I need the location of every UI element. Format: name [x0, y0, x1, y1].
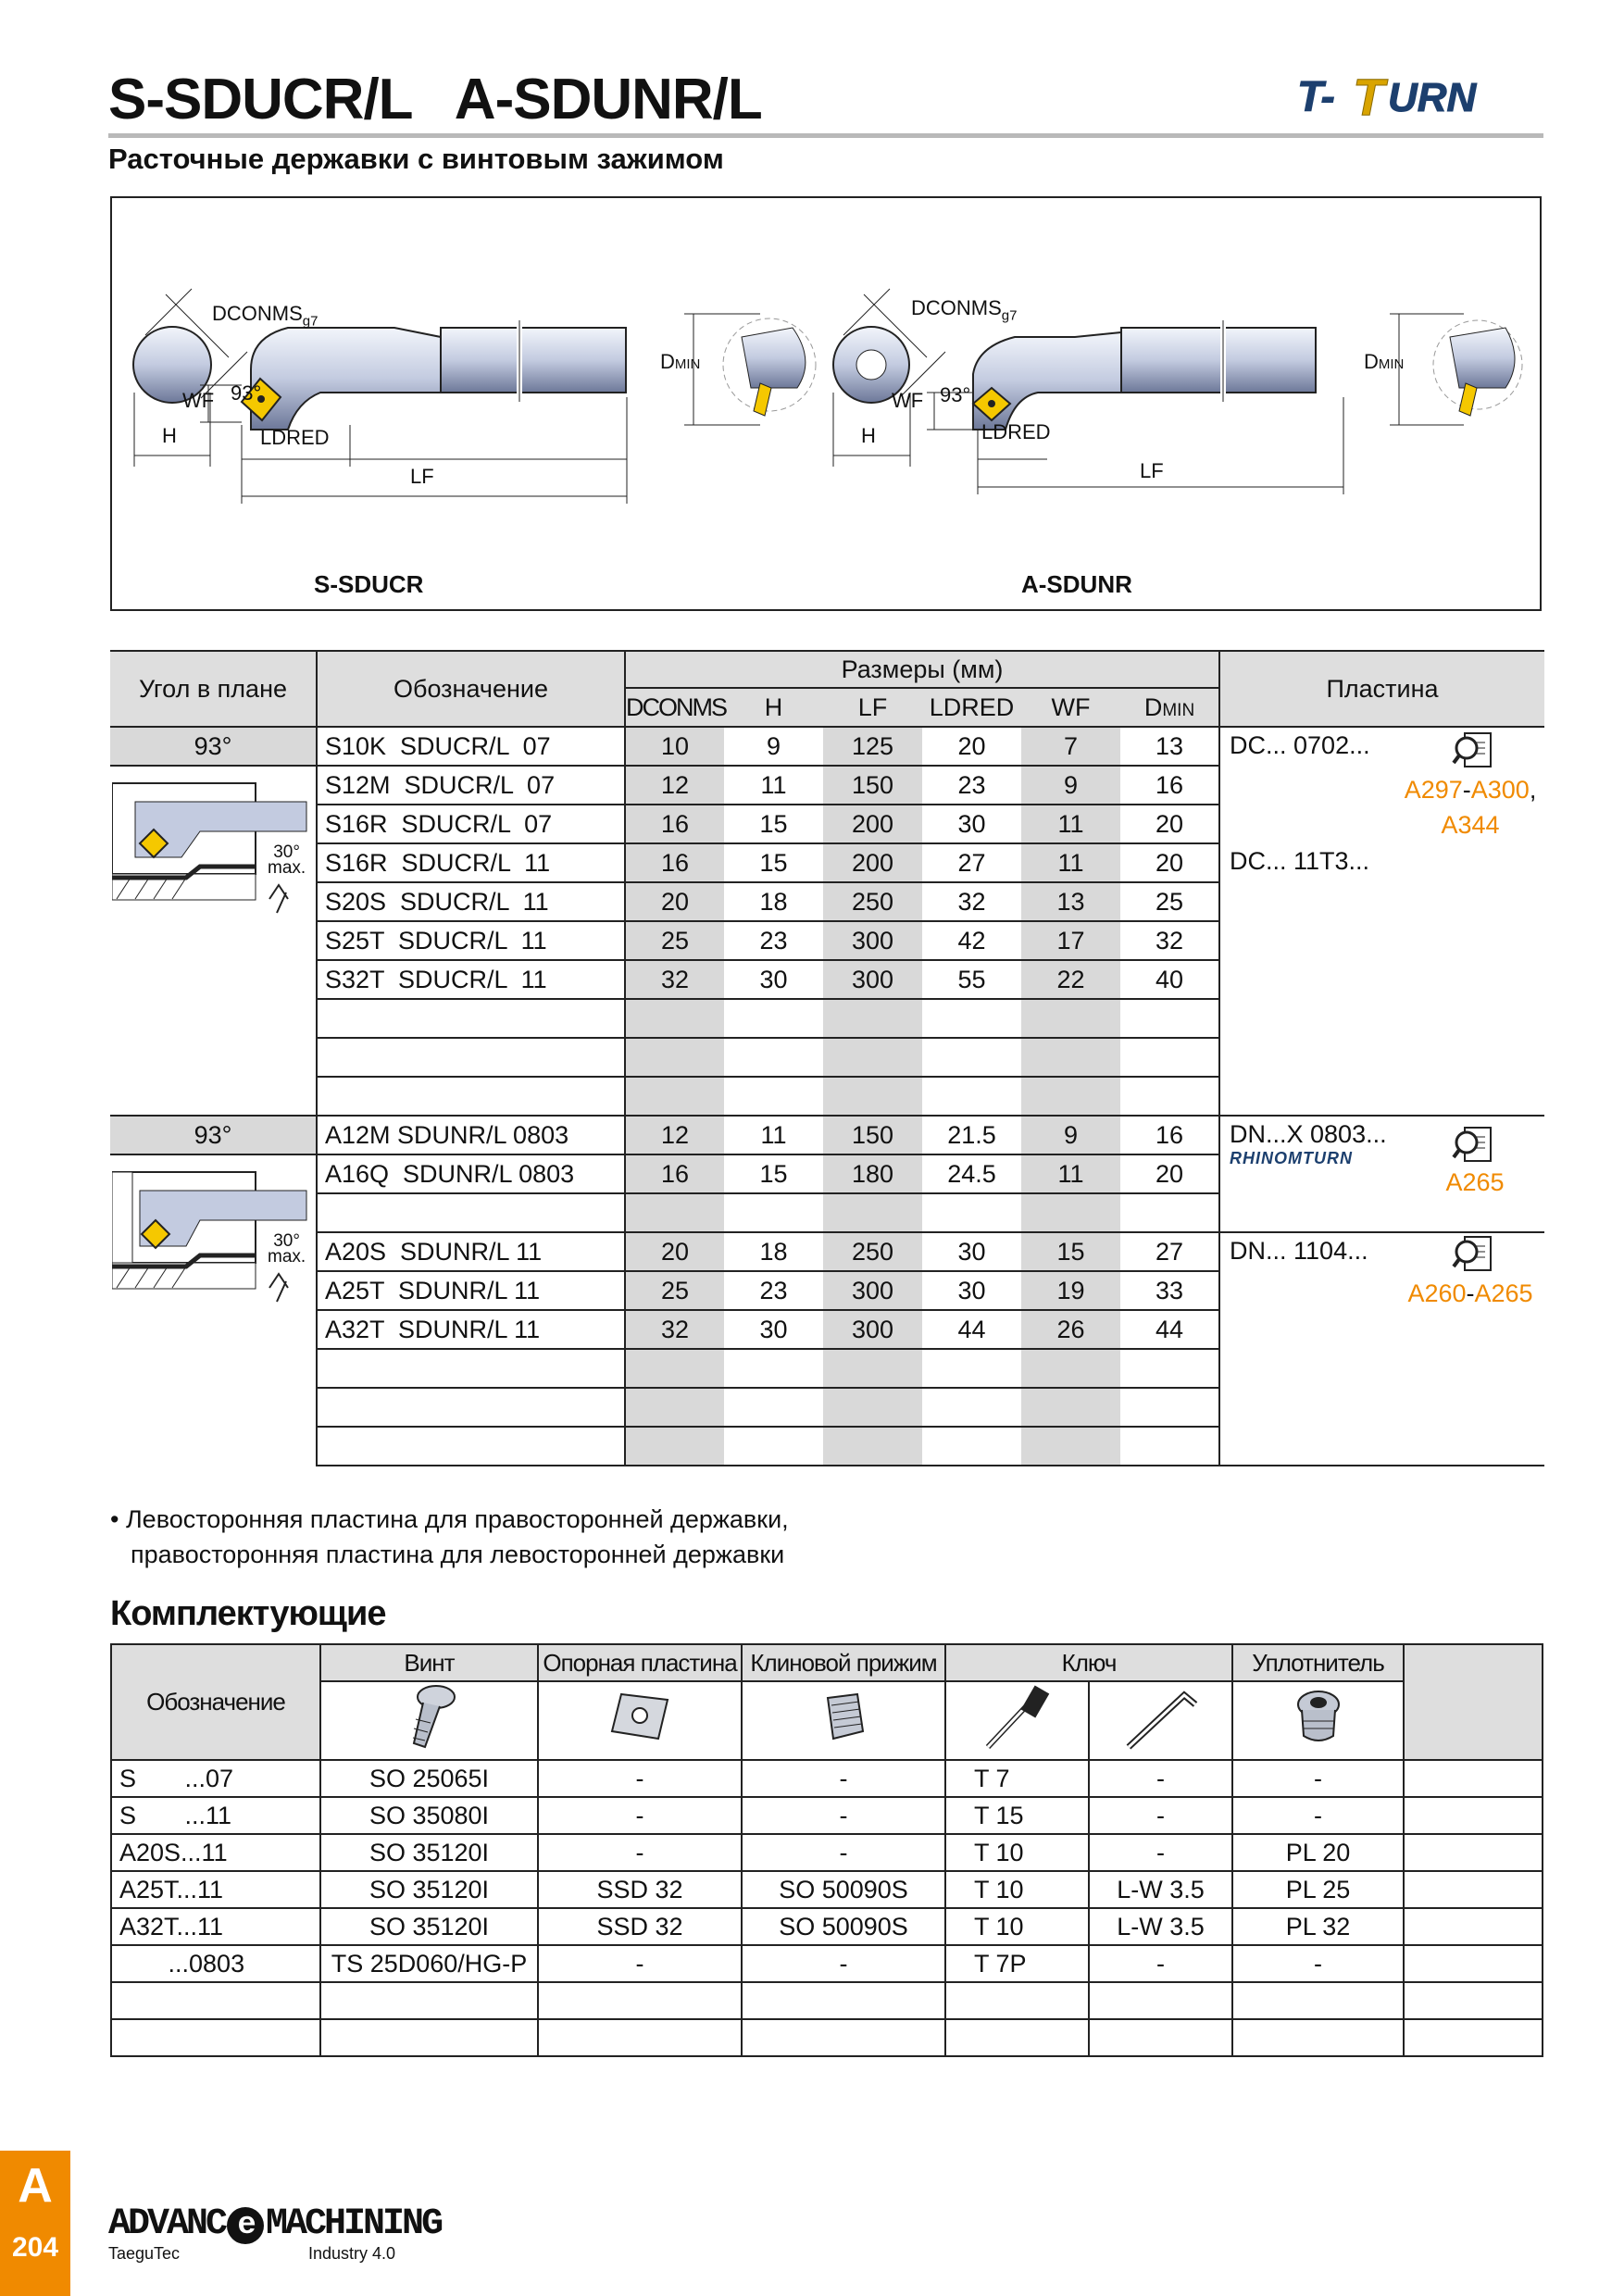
col-dmin: DMIN	[1120, 688, 1219, 727]
table-row: S ...11 SO 35080I - - T 15 - -	[111, 1797, 1543, 1834]
table-row: A20S...11 SO 35120I - - T 10 - PL 20	[111, 1834, 1543, 1871]
empty-row	[111, 1982, 1543, 2019]
catalog-reference: A297-A300, A344	[1404, 776, 1537, 839]
acc-col-key: Ключ	[945, 1644, 1232, 1681]
catalog-lookup-icon	[1452, 730, 1496, 772]
group1-geometry-image	[110, 766, 317, 1116]
tool-schematic-drawing	[112, 198, 1540, 609]
catalog-lookup-icon	[1452, 1124, 1496, 1167]
insert-cell-dn1104: DN... 1104... A260-A265	[1219, 1232, 1544, 1466]
table-row-designation: A16Q SDUNR/L 0803	[317, 1154, 625, 1193]
wf-label: WF	[182, 389, 215, 412]
table-row-designation: A32T SDUNR/L 11	[317, 1310, 625, 1349]
header-divider	[108, 133, 1543, 138]
holder-dimensions-table: Угол в плане Обозначение Размеры (мм) Пластина DCONMS H LF LDRED WF DMIN 93° S10K SDUCR/L 07 10 9 125 20 7 13 DC... 0702... A297-A300, A344 30° max. S12M SDUCR/L 07 12 11 150 23 9 16 S16R SDUCR/L 07 16 15 200 30 11 20 S16R SDUCR/L 11 16 15 200 27 11 20 DC... 11T3... S20S SDUCR/L 11 20 18 250 32 13 25 S25T SDUCR/L 11 25 23 300 42 17 32 S32T SDUCR/L 11 32 30 300 55 22 40 93° A12M SDUNR/L 0803 12 11 150 21.5 9 16 DN...X 0803... RHINOMTURN A265 30° max. A16Q SDUNR/L 0803 16 15 180 24.5 11 20 A20S SDUNR/L 11 20 18 250 30 15 27 DN... 1104... A260-A265 A25T SDUNR/L 11 25 23 300 30 19 33 A32T SDUNR/L 11 32 30 300 44 26 44	[110, 650, 1544, 1466]
dconms-label-right: $DCONMS_{g7}$	[911, 296, 1018, 324]
l-wrench-icon	[1089, 1681, 1232, 1760]
seal-plug-icon	[1232, 1681, 1404, 1760]
svg-text:T: T	[1353, 68, 1385, 124]
table-row: ...0803 TS 25D060/HG-P - - T 7P - -	[111, 1945, 1543, 1982]
dmin-label-right: DMIN	[1364, 350, 1405, 373]
acc-col-wedge: Клиновой прижим	[742, 1644, 945, 1681]
group2-angle: 93°	[110, 1116, 317, 1154]
section-letter: A	[18, 2159, 53, 2213]
advance-machining-logo: ADVANC e MACHINING TaeguTec Industry 4.0	[108, 2203, 442, 2263]
col-lf: LF	[823, 688, 922, 727]
s-sducr-label: S-SDUCR	[314, 570, 424, 598]
col-angle-header: Угол в плане	[110, 651, 317, 727]
catalog-reference: A265	[1445, 1168, 1505, 1196]
acc-col-screw: Винт	[320, 1644, 538, 1681]
accessories-title: Комплектующие	[110, 1594, 386, 1633]
table-row-designation: A12M SDUNR/L 0803	[317, 1116, 625, 1154]
table-row: S ...07 SO 25065I - - T 7 - -	[111, 1760, 1543, 1797]
acc-col-designation: Обозначение	[111, 1644, 320, 1760]
acc-col-seal: Уплотнитель	[1232, 1644, 1404, 1681]
col-sizes-header: Размеры (мм)	[625, 651, 1219, 688]
hand-orientation-note: • Левосторонняя пластина для правосторонней державки, правосторонняя пластина для левосторонней державки	[110, 1505, 789, 1568]
rhino-m-turn-logo: RHINOMTURN	[1230, 1149, 1354, 1167]
table-row-designation: S16R SDUCR/L 07	[317, 805, 625, 843]
screw-icon	[320, 1681, 538, 1760]
group2-geometry-image	[110, 1154, 317, 1466]
h-label: H	[162, 424, 177, 447]
tool-diagram-panel	[110, 196, 1542, 611]
insert-cell-dn0803: DN...X 0803... RHINOMTURN A265	[1219, 1116, 1544, 1232]
angle-label: 93°	[231, 381, 262, 405]
a-sdunr-label: A-SDUNR	[1021, 570, 1132, 598]
table-row: A32T...11 SO 35120I SSD 32 SO 50090S T 10 L-W 3.5 PL 32	[111, 1908, 1543, 1945]
dmin-label: DMIN	[660, 350, 701, 373]
angle-label-right: 93°	[940, 383, 971, 406]
catalog-lookup-icon	[1452, 1233, 1496, 1276]
h-label-right: H	[861, 424, 876, 447]
clearance-angle: 30° max.	[268, 842, 306, 878]
page-title: S-SDUCR/L A-SDUNR/L	[108, 68, 762, 131]
svg-text:URN: URN	[1388, 75, 1477, 120]
table-row-designation: S16R SDUCR/L 11	[317, 843, 625, 882]
col-dconms: DCONMS	[625, 688, 724, 727]
table-row-designation: A25T SDUNR/L 11	[317, 1271, 625, 1310]
col-h: H	[724, 688, 823, 727]
ldred-label-right: LDRED	[981, 420, 1051, 443]
table-row: A25T...11 SO 35120I SSD 32 SO 50090S T 10 L-W 3.5 PL 25	[111, 1871, 1543, 1908]
t-turn-logo	[1292, 67, 1546, 124]
clearance-angle: 30° max.	[268, 1231, 306, 1267]
acc-col-shim: Опорная пластина	[538, 1644, 742, 1681]
table-row-designation: S32T SDUCR/L 11	[317, 960, 625, 999]
table-row-designation: S25T SDUCR/L 11	[317, 921, 625, 960]
shim-icon	[538, 1681, 742, 1760]
page-number: 204	[11, 2232, 59, 2263]
ldred-label: LDRED	[260, 426, 330, 449]
table-row-designation: S20S SDUCR/L 11	[317, 882, 625, 921]
empty-row	[111, 2019, 1543, 2056]
lf-label: LF	[410, 465, 434, 488]
section-tab	[0, 2151, 70, 2296]
wf-label-right: WF	[892, 389, 924, 412]
dconms-label: $DCONMS_{g7}$	[212, 302, 319, 330]
col-insert-header: Пластина	[1219, 651, 1544, 727]
table-row-designation: A20S SDUNR/L 11	[317, 1232, 625, 1271]
table-row-designation: S12M SDUCR/L 07	[317, 766, 625, 805]
svg-text:T-: T-	[1297, 72, 1335, 120]
wedge-clamp-icon	[742, 1681, 945, 1760]
col-ldred: LDRED	[922, 688, 1021, 727]
group1-angle: 93°	[110, 727, 317, 766]
col-wf: WF	[1021, 688, 1120, 727]
insert-cell-dc0702: DC... 0702... A297-A300, A344	[1219, 727, 1544, 843]
insert-cell-dc11t3: DC... 11T3...	[1219, 843, 1544, 1116]
col-designation-header: Обозначение	[317, 651, 625, 727]
catalog-reference: A260-A265	[1407, 1279, 1533, 1307]
accessories-table	[110, 1643, 1543, 2057]
torx-key-icon	[945, 1681, 1089, 1760]
lf-label-right: LF	[1140, 459, 1164, 482]
table-row-designation: S10K SDUCR/L 07	[317, 727, 625, 766]
page-subtitle: Расточные державки с винтовым зажимом	[108, 143, 724, 175]
